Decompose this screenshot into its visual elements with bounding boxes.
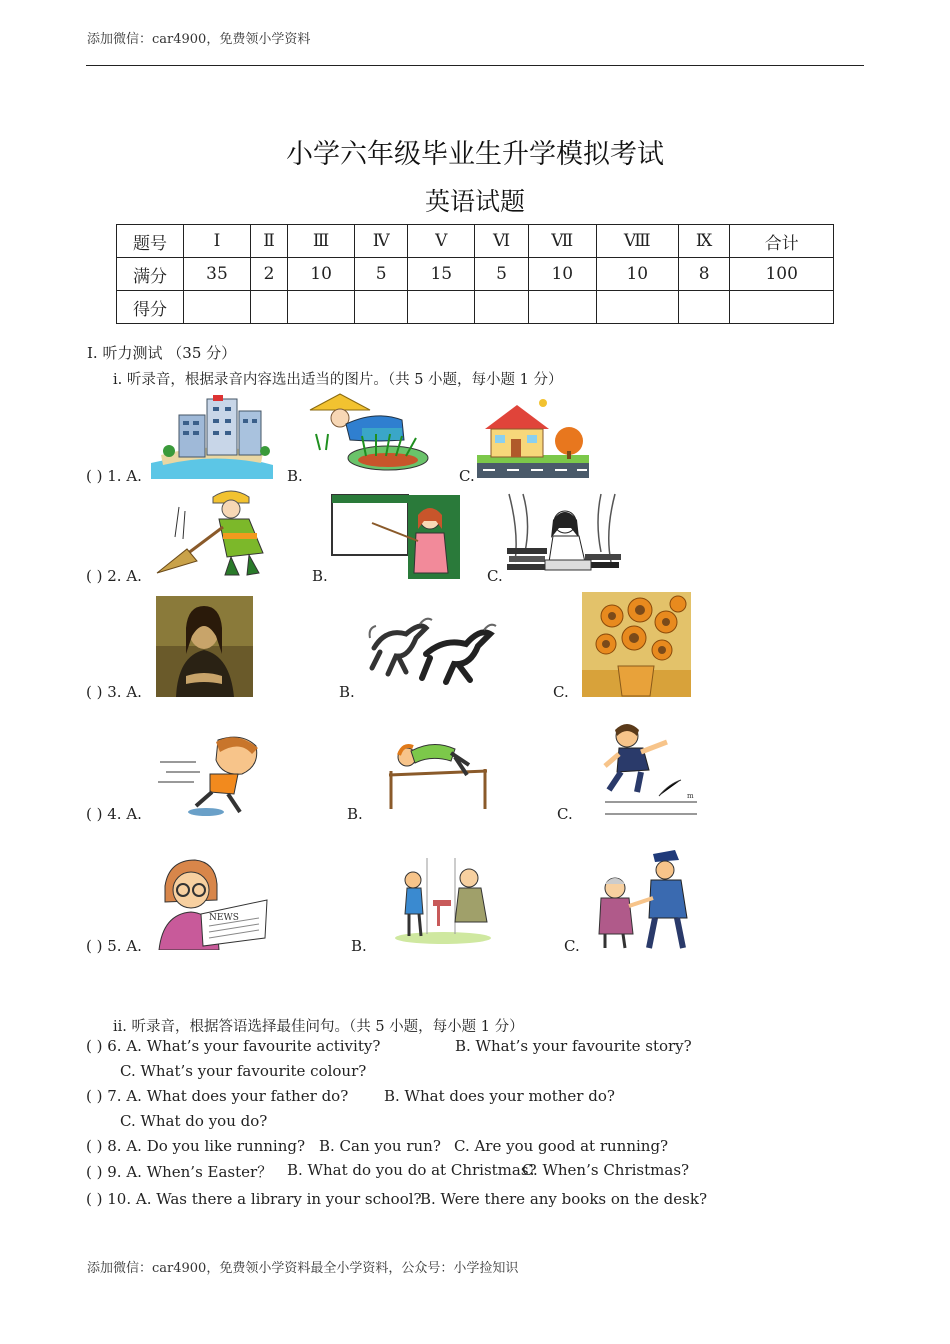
- table-cell: 合计: [730, 225, 834, 258]
- option-b: B. Can you run?: [319, 1137, 441, 1155]
- table-cell: Ⅴ: [408, 225, 475, 258]
- table-cell: 10: [596, 258, 678, 291]
- boy-running-image[interactable]: [156, 732, 262, 818]
- table-cell: 5: [475, 258, 529, 291]
- question-7: ( ) 7. A. What does your father do?: [86, 1087, 349, 1105]
- score-input-cell[interactable]: [288, 291, 355, 324]
- question-stem: ( ) 4. A.: [86, 805, 142, 823]
- question-10: ( ) 10. A. Was there a library in your school?: [86, 1190, 422, 1208]
- table-cell: Ⅸ: [678, 225, 729, 258]
- section-number: I.: [87, 344, 98, 362]
- girl-writing-image[interactable]: [505, 492, 623, 578]
- option-label: C.: [564, 937, 580, 955]
- table-cell: 10: [528, 258, 596, 291]
- table-cell: 100: [730, 258, 834, 291]
- option-label: B.: [312, 567, 328, 585]
- table-cell: Ⅶ: [528, 225, 596, 258]
- table-cell: 8: [678, 258, 729, 291]
- row-label: 满分: [117, 258, 184, 291]
- question-stem: ( ) 2. A.: [86, 567, 142, 585]
- question-stem: ( ) 1. A.: [86, 467, 142, 485]
- question-9: ( ) 9. A. When’s Easter？: [86, 1163, 273, 1181]
- section-name: 听力测试: [102, 344, 163, 362]
- exam-title: 小学六年级毕业生升学模拟考试: [286, 139, 664, 170]
- option-label: C.: [487, 567, 503, 585]
- option-label: C.: [459, 467, 475, 485]
- option-c: C. When’s Christmas?: [522, 1161, 690, 1179]
- table-cell: 15: [408, 258, 475, 291]
- page-footer: 添加微信：car4900，免费领小学资料最全小学资料，公众号：小学捡知识: [87, 1261, 519, 1276]
- option-label: B.: [347, 805, 363, 823]
- galloping-horses-painting-image[interactable]: [366, 608, 504, 688]
- score-input-cell[interactable]: [408, 291, 475, 324]
- option-b: B. What do you do at Christmas?: [287, 1161, 537, 1179]
- score-input-cell[interactable]: [250, 291, 287, 324]
- question-6: ( ) 6. A. What’s your favourite activity?: [86, 1037, 381, 1055]
- option-label: C.: [557, 805, 573, 823]
- option-b: B. What’s your favourite story?: [455, 1037, 692, 1055]
- table-row: [117, 291, 834, 324]
- question-stem: ( ) 3. A.: [86, 683, 142, 701]
- table-row: [117, 225, 834, 258]
- option-c: C. What’s your favourite colour?: [120, 1062, 367, 1080]
- long-jump-image[interactable]: [597, 720, 707, 820]
- table-cell: Ⅷ: [596, 225, 678, 258]
- option-label: C.: [553, 683, 569, 701]
- sunflowers-painting-image[interactable]: [582, 592, 691, 697]
- part-i-instruction: i. 听录音，根据录音内容选出适当的图片。（共 5 小题，每小题 1 分）: [113, 372, 563, 388]
- boy-giving-seat-image[interactable]: [393, 856, 493, 944]
- svg-text:m: m: [687, 792, 694, 800]
- section-points: （35 分）: [167, 344, 237, 362]
- table-cell: 5: [355, 258, 408, 291]
- score-input-cell[interactable]: [678, 291, 729, 324]
- row-label: 题号: [117, 225, 184, 258]
- svg-text:NEWS: NEWS: [209, 913, 239, 923]
- city-buildings-image[interactable]: [151, 393, 273, 479]
- teacher-image[interactable]: [330, 493, 460, 579]
- exam-subtitle: 英语试题: [424, 187, 525, 216]
- option-label: B.: [287, 467, 303, 485]
- table-cell: 10: [288, 258, 355, 291]
- header-divider: [86, 65, 864, 66]
- table-cell: Ⅲ: [288, 225, 355, 258]
- question-8: ( ) 8. A. Do you like running?: [86, 1137, 306, 1155]
- table-row: [117, 258, 834, 291]
- street-cleaner-image[interactable]: [153, 487, 271, 577]
- table-cell: 35: [184, 258, 251, 291]
- option-c: C. What do you do?: [120, 1112, 268, 1130]
- part-ii-instruction: ii. 听录音，根据答语选择最佳问句。（共 5 小题，每小题 1 分）: [113, 1019, 524, 1035]
- table-cell: 2: [250, 258, 287, 291]
- option-c: C. Are you good at running?: [454, 1137, 669, 1155]
- score-input-cell[interactable]: [596, 291, 678, 324]
- score-input-cell[interactable]: [475, 291, 529, 324]
- option-label: B.: [351, 937, 367, 955]
- option-b: B. Were there any books on the desk?: [420, 1190, 707, 1208]
- option-b: B. What does your mother do?: [384, 1087, 615, 1105]
- question-stem: ( ) 5. A.: [86, 937, 142, 955]
- table-cell: Ⅰ: [184, 225, 251, 258]
- farmer-planting-image[interactable]: [306, 390, 434, 474]
- house-image[interactable]: [477, 397, 589, 478]
- score-input-cell[interactable]: [355, 291, 408, 324]
- score-input-cell[interactable]: [730, 291, 834, 324]
- high-jump-image[interactable]: [385, 735, 491, 811]
- mona-lisa-image[interactable]: [156, 596, 253, 697]
- policeman-helping-grandma-image[interactable]: [593, 848, 697, 950]
- row-label: 得分: [117, 291, 184, 324]
- page-header: 添加微信：car4900，免费领小学资料: [87, 32, 311, 47]
- table-cell: Ⅱ: [250, 225, 287, 258]
- score-input-cell[interactable]: [184, 291, 251, 324]
- table-cell: Ⅳ: [355, 225, 408, 258]
- table-cell: Ⅵ: [475, 225, 529, 258]
- option-label: B.: [339, 683, 355, 701]
- score-table: [116, 224, 834, 324]
- section-heading: [87, 342, 236, 363]
- grandma-reading-newspaper-image[interactable]: [155, 856, 269, 950]
- score-input-cell[interactable]: [528, 291, 596, 324]
